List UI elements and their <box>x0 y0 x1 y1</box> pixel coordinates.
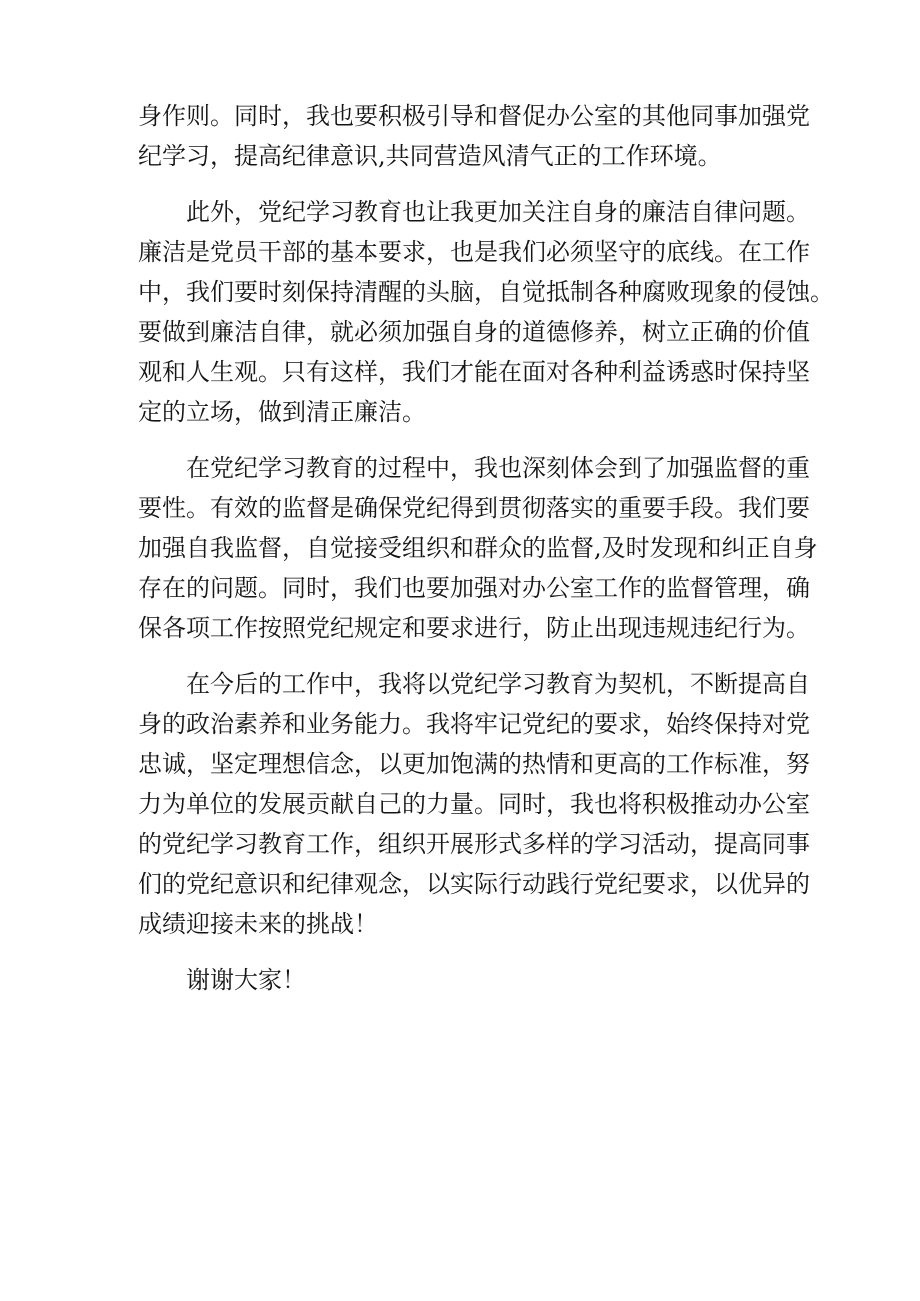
text-line: 在党纪学习教育的过程中，我也深刻体会到了加强监督的重 <box>186 454 810 482</box>
text-line: 要做到廉洁自律，就必须加强自身的道德修养，树立正确的价值 <box>138 318 810 346</box>
text-line: 观和人生观。只有这样，我们才能在面对各种利益诱惑时保持坚 <box>138 358 810 386</box>
text-line: 加强自我监督，自觉接受组织和群众的监督,及时发现和纠正自身 <box>138 534 818 562</box>
paragraph-2 <box>138 192 834 432</box>
paragraph-4 <box>138 664 810 944</box>
text-line: 存在的问题。同时，我们也要加强对办公室工作的监督管理，确 <box>138 574 810 602</box>
text-line: 们的党纪意识和纪律观念，以实际行动践行党纪要求，以优异的 <box>138 870 810 898</box>
paragraph-1 <box>138 96 810 176</box>
text-line: 的党纪学习教育工作，组织开展形式多样的学习活动，提高同事 <box>138 830 810 858</box>
text-line: 谢谢大家！ <box>186 966 306 994</box>
text-line: 成绩迎接未来的挑战！ <box>138 910 378 938</box>
text-line: 忠诚，坚定理想信念，以更加饱满的热情和更高的工作标准，努 <box>138 750 810 778</box>
text-line: 廉洁是党员干部的基本要求，也是我们必须坚守的底线。在工作 <box>138 238 810 266</box>
document-body <box>138 96 834 1000</box>
text-line: 中，我们要时刻保持清醒的头脑，自觉抵制各种腐败现象的侵蚀。 <box>138 278 834 306</box>
text-line: 在今后的工作中，我将以党纪学习教育为契机，不断提高自 <box>186 670 810 698</box>
text-line: 此外，党纪学习教育也让我更加关注自身的廉洁自律问题。 <box>186 198 810 226</box>
text-line: 力为单位的发展贡献自己的力量。同时，我也将积极推动办公室 <box>138 790 810 818</box>
text-line: 保各项工作按照党纪规定和要求进行，防止出现违规违纪行为。 <box>138 614 810 642</box>
text-line: 要性。有效的监督是确保党纪得到贯彻落实的重要手段。我们要 <box>138 494 810 522</box>
text-line: 身的政治素养和业务能力。我将牢记党纪的要求，始终保持对党 <box>138 710 810 738</box>
text-line: 纪学习，提高纪律意识,共同营造风清气正的工作环境。 <box>138 142 722 170</box>
paragraph-5-closing <box>138 960 788 1000</box>
text-line: 定的立场，做到清正廉洁。 <box>138 398 426 426</box>
paragraph-3 <box>138 448 818 648</box>
text-line: 身作则。同时，我也要积极引导和督促办公室的其他同事加强党 <box>138 102 810 130</box>
